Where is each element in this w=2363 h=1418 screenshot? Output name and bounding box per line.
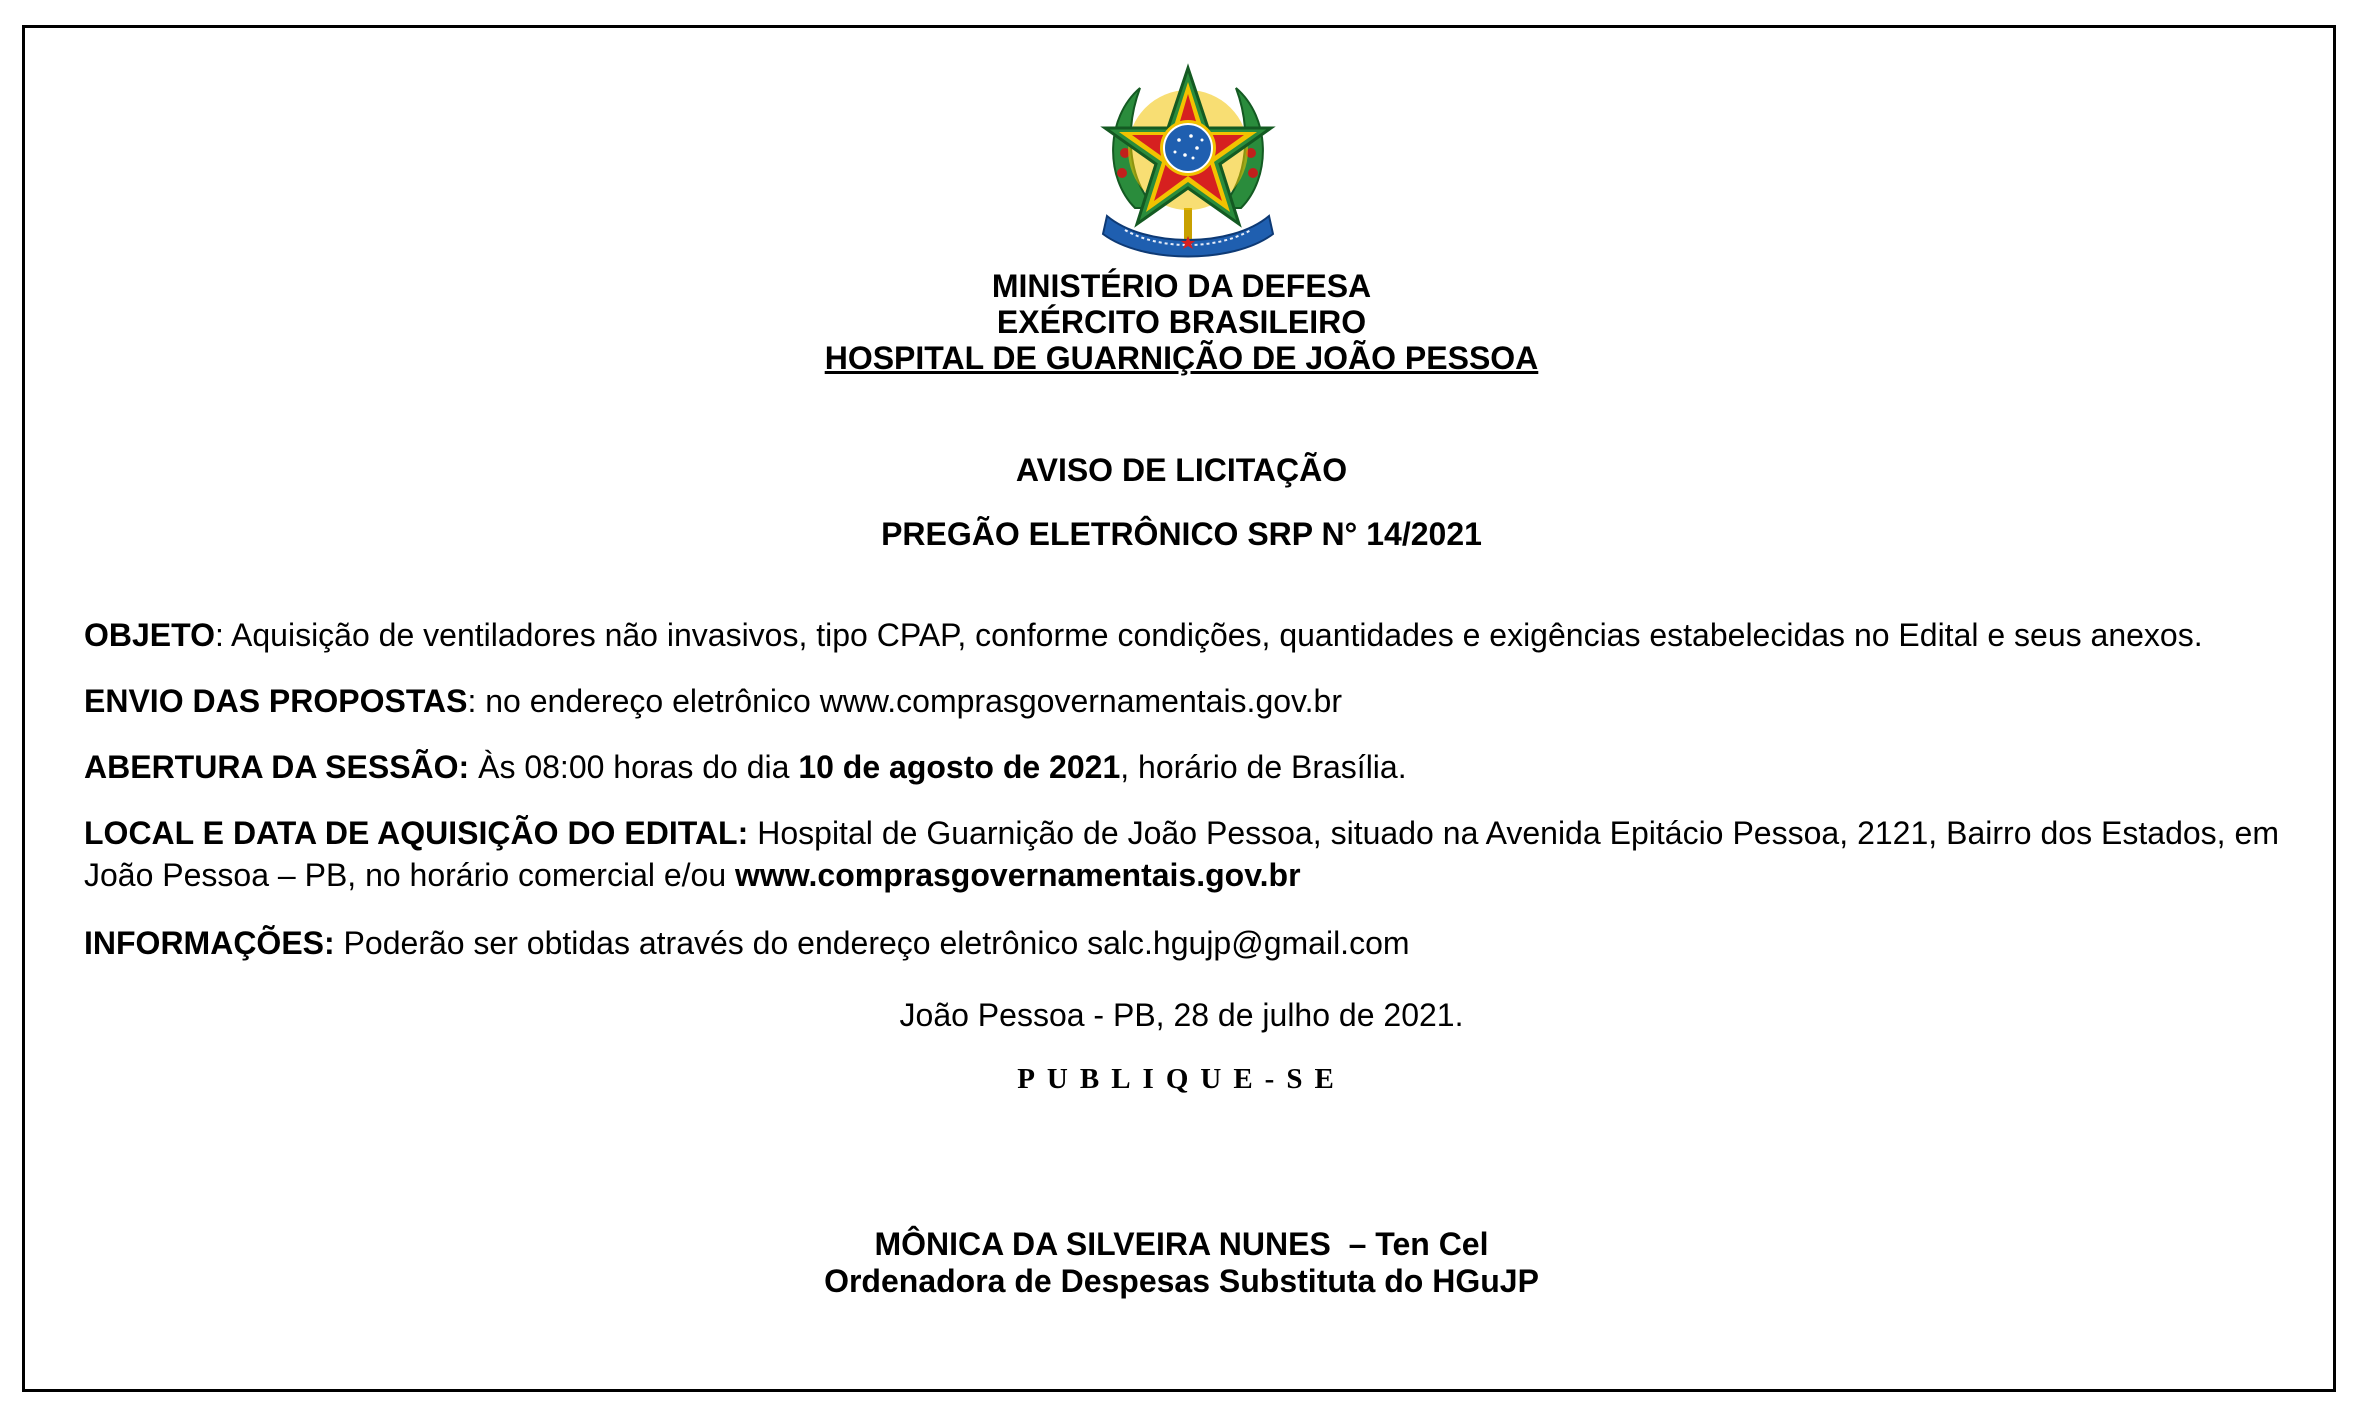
abertura-label: ABERTURA DA SESSÃO: <box>84 749 470 785</box>
envio-label: ENVIO DAS PROPOSTAS <box>84 683 468 719</box>
signatory-name: MÔNICA DA SILVEIRA NUNES – Ten Cel <box>874 1226 1489 1262</box>
informacoes-text: Poderão ser obtidas através do endereço eletrônico salc.hgujp@gmail.com <box>334 925 1410 961</box>
brazil-coat-of-arms-icon <box>1095 58 1281 260</box>
local-paragraph <box>84 812 2279 896</box>
abertura-text-after: , horário de Brasília. <box>1120 749 1407 785</box>
local-text: Hospital de Guarnição de João Pessoa, situado na Avenida Epitácio Pessoa, 2121, Bairro dos Estados, em João Pessoa – PB, no horário comercial e/ou <box>84 815 2279 893</box>
notice-title: AVISO DE LICITAÇÃO <box>1015 452 1348 488</box>
abertura-date: 10 de agosto de 2021 <box>798 749 1121 785</box>
objeto-paragraph <box>84 614 2279 656</box>
informacoes-paragraph <box>84 922 2279 964</box>
notice-subtitle: PREGÃO ELETRÔNICO SRP N° 14/2021 <box>881 516 1482 552</box>
abertura-paragraph <box>84 746 2279 788</box>
signatory-role: Ordenadora de Despesas Substituta do HGuJP <box>824 1263 1539 1299</box>
ministry-name: MINISTÉRIO DA DEFESA <box>991 268 1372 304</box>
envio-link[interactable]: www.comprasgovernamentais.gov.br <box>819 683 1342 719</box>
signature-block <box>0 1226 2363 1300</box>
place-date: João Pessoa - PB, 28 de julho de 2021. <box>899 997 1464 1033</box>
objeto-label: OBJETO <box>84 617 215 653</box>
header-block <box>0 268 2363 376</box>
objeto-text: : Aquisição de ventiladores não invasivos, tipo CPAP, conforme condições, quantidades e exigências estabelecidas no Edital e seus anexos. <box>215 617 2203 653</box>
envio-paragraph <box>84 680 2279 722</box>
army-name: EXÉRCITO BRASILEIRO <box>996 304 1367 340</box>
local-link[interactable]: www.comprasgovernamentais.gov.br <box>735 857 1301 893</box>
publish-statement: PUBLIQUE-SE <box>1017 1063 1346 1095</box>
local-label: LOCAL E DATA DE AQUISIÇÃO DO EDITAL: <box>84 815 749 851</box>
hospital-name: HOSPITAL DE GUARNIÇÃO DE JOÃO PESSOA <box>824 340 1539 376</box>
abertura-text-before: Às 08:00 horas do dia <box>469 749 799 785</box>
informacoes-label: INFORMAÇÕES: <box>84 925 335 961</box>
envio-text: : no endereço eletrônico <box>467 683 820 719</box>
